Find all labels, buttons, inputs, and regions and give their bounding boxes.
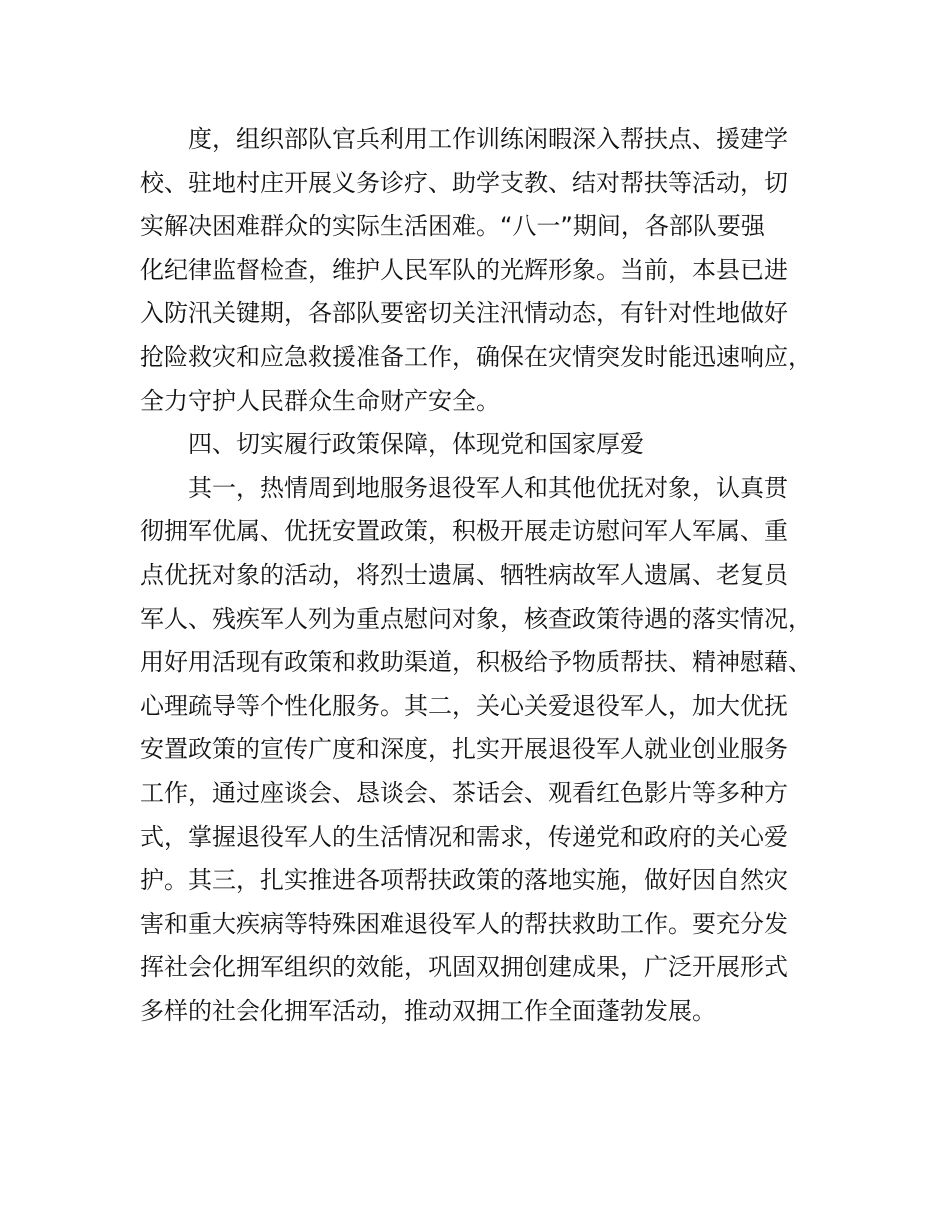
paragraph-line: 安置政策的宣传广度和深度，扎实开展退役军人就业创业服务 bbox=[140, 735, 788, 764]
paragraph-line: 入防汛关键期，各部队要密切关注汛情动态，有针对性地做好 bbox=[140, 299, 788, 328]
paragraph-line: 其一，热情周到地服务退役军人和其他优抚对象，认真贯 bbox=[188, 473, 788, 502]
document-body bbox=[140, 118, 840, 1033]
paragraph-line: 害和重大疾病等特殊困难退役军人的帮扶救助工作。要充分发 bbox=[140, 909, 788, 938]
paragraph-line: 校、驻地村庄开展义务诊疗、助学支教、结对帮扶等活动，切 bbox=[140, 168, 788, 197]
paragraph-line: 护。其三，扎实推进各项帮扶政策的落地实施，做好因自然灾 bbox=[140, 866, 788, 895]
paragraph-line: 式，掌握退役军人的生活情况和需求，传递党和政府的关心爱 bbox=[140, 822, 788, 851]
paragraph-line: 彻拥军优属、优抚安置政策，积极开展走访慰问军人军属、重 bbox=[140, 517, 788, 546]
paragraph-line: 全力守护人民群众生命财产安全。 bbox=[140, 386, 500, 415]
paragraph-line: 军人、残疾军人列为重点慰问对象，核查政策待遇的落实情况， bbox=[140, 604, 812, 633]
paragraph-line: 点优抚对象的活动，将烈士遗属、牺牲病故军人遗属、老复员 bbox=[140, 560, 788, 589]
paragraph-line: 用好用活现有政策和救助渠道，积极给予物质帮扶、精神慰藉、 bbox=[140, 648, 812, 677]
paragraph-line: 挥社会化拥军组织的效能，巩固双拥创建成果，广泛开展形式 bbox=[140, 953, 788, 982]
paragraph-line: 实解决困难群众的实际生活困难。“八一”期间，各部队要强 bbox=[140, 212, 765, 241]
paragraph-line: 心理疏导等个性化服务。其二，关心关爱退役军人，加大优抚 bbox=[140, 691, 788, 720]
paragraph-line: 度，组织部队官兵利用工作训练闲暇深入帮扶点、援建学 bbox=[188, 125, 788, 153]
section-heading: 四、切实履行政策保障，体现党和国家厚爱 bbox=[188, 430, 644, 459]
paragraph-line: 抢险救灾和应急救援准备工作，确保在灾情突发时能迅速响应， bbox=[140, 342, 812, 371]
paragraph-line: 多样的社会化拥军活动，推动双拥工作全面蓬勃发展。 bbox=[140, 996, 716, 1025]
paragraph-line: 化纪律监督检查，维护人民军队的光辉形象。当前，本县已进 bbox=[140, 255, 788, 284]
paragraph-line: 工作，通过座谈会、恳谈会、茶话会、观看红色影片等多种方 bbox=[140, 778, 788, 807]
